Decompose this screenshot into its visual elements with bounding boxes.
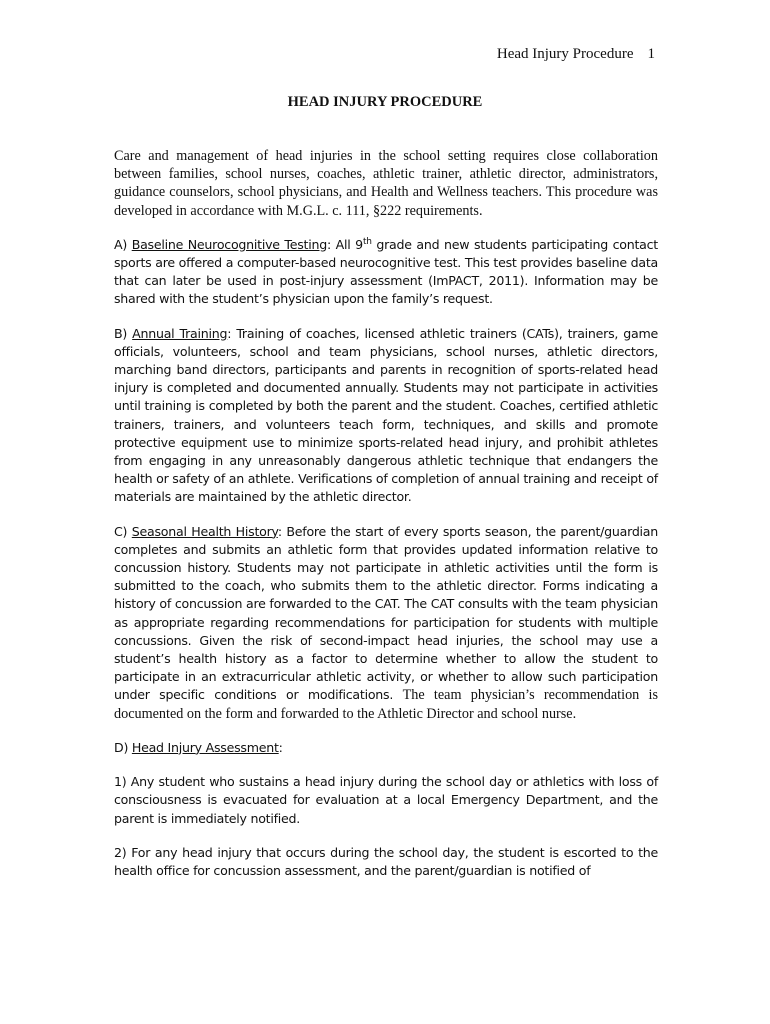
document-body — [114, 147, 658, 896]
section-d-heading: Head Injury Assessment — [131, 739, 279, 755]
section-a-text: grade and new students participating contact sports are offered a computer-based neurocognitive test. This test provides baseline data that can later be used in post-injury assessment (ImPACT, 2011). Information may be shared with the student’s physician upon the family’s request. — [114, 236, 658, 307]
section-d-prefix: D) — [114, 739, 132, 755]
section-c-prefix: C) — [114, 523, 132, 539]
section-a-heading: Baseline Neurocognitive Testing — [131, 236, 327, 252]
section-c-paragraph — [114, 523, 658, 723]
page-number: 1 — [647, 46, 655, 62]
section-d-text: : — [278, 739, 283, 755]
section-d-paragraph — [114, 739, 658, 757]
section-c-text-serif: The team physician’s recommendation is documented on the form and forwarded to the Athletic Director and school nurse. — [114, 687, 659, 722]
numbered-item-2: 2) For any head injury that occurs during the school day, the student is escorted to the health office for concussion assessment, and the parent/guardian is notified of — [114, 844, 658, 878]
section-c-heading: Seasonal Health History — [131, 523, 278, 539]
section-b-paragraph — [114, 325, 658, 507]
document-title: HEAD INJURY PROCEDURE — [287, 94, 483, 110]
section-a-superscript: th — [362, 236, 372, 247]
section-b-text: : Training of coaches, licensed athletic trainers (CATs), trainers, game officials, volunteers, school and team physicians, school nurses, athletic directors, marching band directors, participants and parents in recognition of sports-related head injury is completed and documented annually. Students may not participate in activities until training is completed by both the parent and the student. Coaches, certified athletic trainers, trainers, and volunteers teach form, techniques, and skills and promote protective equipment use to minimize sports-related head injury, and prohibit athletes from engaging in any unreasonably dangerous athletic technique that endangers the health or safety of an athlete. Verifications of completion of annual training and receipt of materials are maintained by the athletic director. — [114, 325, 658, 505]
intro-paragraph: Care and management of head injuries in the school setting requires close collaboration between families, school nurses, coaches, athletic trainer, athletic director, administrators, guidance counselors, school physicians, and Health and Wellness teachers. This procedure was developed in accordance with M.G.L. c. 111, §222 requirements. — [114, 148, 658, 219]
section-a-prefix: A) — [114, 236, 132, 252]
running-title: Head Injury Procedure — [496, 46, 634, 62]
section-a-lead: : All 9 — [326, 236, 363, 252]
numbered-item-1: 1) Any student who sustains a head injury during the school day or athletics with loss of consciousness is evacuated for evaluation at a local Emergency Department, and the parent is immediately notified. — [114, 774, 658, 826]
section-a-paragraph — [114, 236, 658, 309]
section-b-heading: Annual Training — [132, 325, 228, 341]
section-c-text: : Before the start of every sports season, the parent/guardian completes and submits an athletic form that provides updated information relative to concussion history. Students may not participate in athletic activities until the form is submitted to the coach, who submits them to the athletic director. Forms indicating a history of concussion are forwarded to the CAT. The CAT consults with the team physician as appropriate regarding recommendations for participation for students with multiple concussions. Given the risk of second-impact head injuries, the school may use a student’s health history as a factor to determine whether to allow the student to participate in an extracurricular athletic activity, or whether to allow such participation under specific conditions or modifications. — [114, 523, 659, 703]
section-b-prefix: B) — [114, 325, 133, 341]
running-header — [497, 46, 655, 63]
